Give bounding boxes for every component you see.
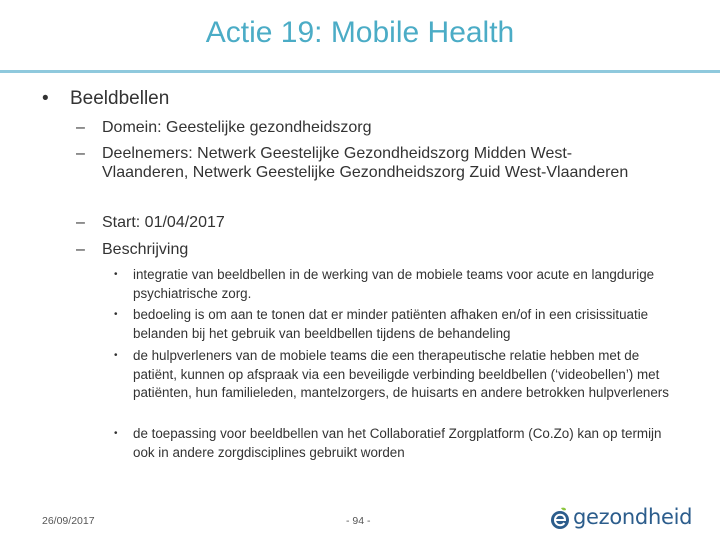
bullet-icon: • [42,88,49,109]
description-text: integratie van beeldbellen in de werking van de mobiele teams voor acute en langdurige psychiatrische zorg. [133,267,655,301]
main-bullet-text: Beeldbellen [70,88,170,109]
e-gezondheid-logo-icon [548,506,572,530]
bullet-icon: • [114,269,118,280]
description-text: bedoeling is om aan te tonen dat er minder patiënten afhaken en/of in een crisissituatie belanden bij het gebruik van beeldbellen tijdens de behandeling [133,307,649,341]
dash-icon: – [76,145,85,162]
description-text: de toepassing voor beeldbellen van het Collaboratief Zorgplatform (Co.Zo) kan op termijn ook in andere zorgdisciplines gebruikt worden [133,426,662,460]
bullet-icon: • [114,309,118,320]
dash-icon: – [76,214,85,231]
logo-text: gezondheid [573,505,693,529]
dash-icon: – [76,119,85,136]
detail-text: Domein: Geestelijke gezondheidszorg [102,119,372,136]
footer-date: 26/09/2017 [42,515,95,527]
detail-text: Start: 01/04/2017 [102,214,225,231]
description-text: de hulpverleners van de mobiele teams die een therapeutische relatie hebben met de patiënt, kunnen op afspraak via een beveiligde verbinding beeldbellen (‘videobellen’) met patiënten, hun familieleden, mantelzorgers, de huisarts en andere betrokken hulpverleners [133,348,669,401]
detail-text: Deelnemers: Netwerk Geestelijke Gezondheidszorg Midden West-Vlaanderen, Netwerk Geestelijke Gezondheidszorg Zuid West-Vlaanderen [102,145,629,181]
dash-icon: – [76,241,85,258]
slide-title: Actie 19: Mobile Health [205,16,515,49]
footer-page-number: - 94 - [346,515,371,527]
title-divider [0,70,720,73]
bullet-icon: • [114,428,118,439]
detail-text: Beschrijving [102,241,189,258]
bullet-icon: • [114,350,118,361]
e-gezondheid-logo [548,500,693,534]
